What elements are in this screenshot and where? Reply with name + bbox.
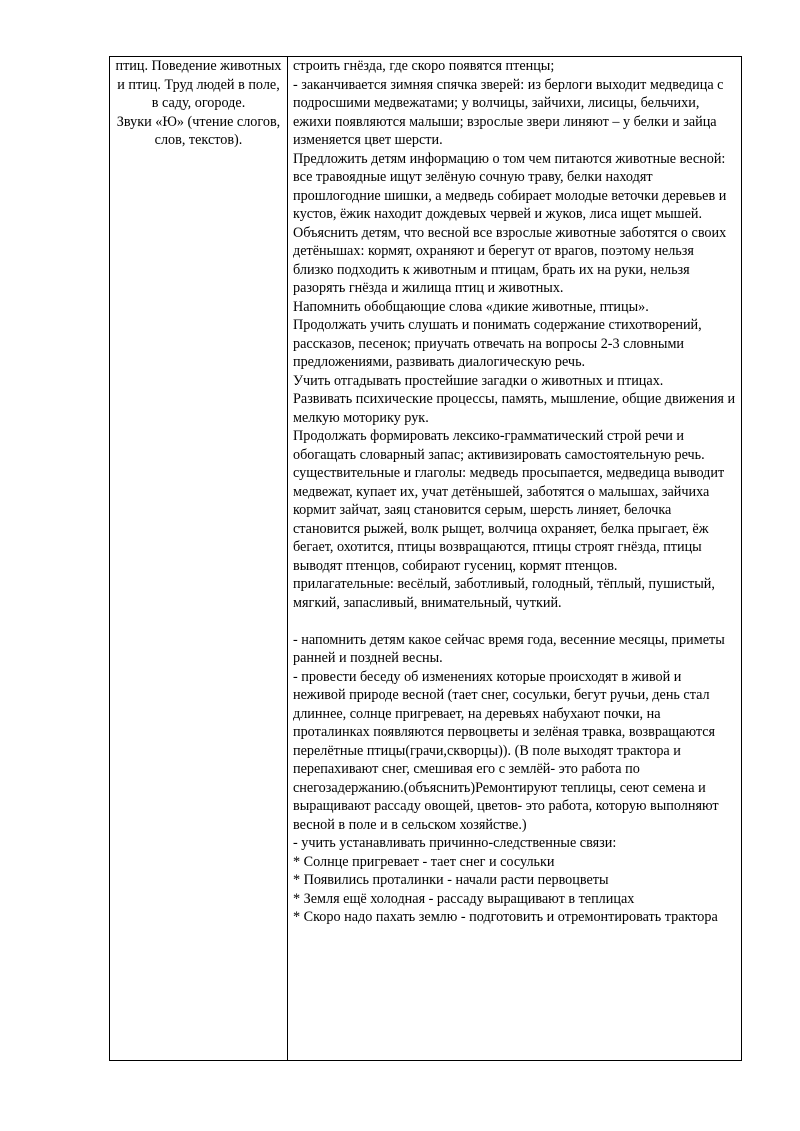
content-paragraph: * Солнце пригревает - тает снег и сосульки	[293, 853, 555, 870]
content-paragraph: - провести беседу об изменениях которые происходят в живой и неживой природе весной (тает снег, сосульки, бегут ручьи, день стал длиннее, солнце пригревает, на деревьях набухают почки, на проталинках появляются первоцветы и зелёная травка, возвращаются перелётные птицы(грачи,скворцы)). (В поле выходят трактора и перепахивают снег, смешивая его с землёй- это работа по снегозадержанию.(объяснить)Ремонтируют теплицы, сеют семена и выращивают рассаду овощей, цветов- это работа, которую выполняют весной в поле и в сельском хозяйстве.)	[293, 668, 719, 833]
topic-column	[110, 57, 288, 1060]
content-paragraph: Объяснить детям, что весной все взрослые животные заботятся о своих детёнышах: кормят, охраняют и берегут от врагов, поэтому нельзя близко подходить к животным и птицам, брать их на руки, нельзя разорять гнёзда и жилища птиц и животных.	[293, 224, 727, 296]
content-paragraph: - учить устанавливать причинно-следственные связи:	[293, 835, 617, 851]
sound-topic-text: Звуки «Ю» (чтение слогов, слов, текстов).	[116, 113, 281, 148]
content-paragraph: - заканчивается зимняя спячка зверей: из берлоги выходит медведица с подросшими медвежатами; у волчицы, зайчихи, лисицы, бельчихи, ежихи появляются малыши; взрослые звери линяют – у белки и зайца изменяется цвет шерсти.	[293, 76, 724, 148]
content-paragraph: Напомнить обобщающие слова «дикие животные, птицы».	[293, 298, 649, 315]
content-paragraph: * Скоро надо пахать землю - подготовить и отремонтировать трактора	[293, 909, 718, 925]
content-paragraph: - напомнить детям какое сейчас время года, весенние месяцы, приметы ранней и поздней весны.	[293, 631, 725, 666]
content-paragraph: Развивать психические процессы, память, мышление, общие движения и мелкую моторику рук.	[293, 391, 736, 426]
lesson-plan-table	[109, 56, 742, 1061]
paragraph-gap	[293, 612, 737, 631]
content-paragraph: Предложить детям информацию о том чем питаются животные весной: все травоядные ищут зелёную сочную траву, белки находят прошлогодние шишки, а медведь собирает молодые веточки деревьев и кустов, ёжик находит дождевых червей и жуков, лиса ищет мышей.	[293, 150, 727, 222]
content-paragraph: Продолжать формировать лексико-грамматический строй речи и обогащать словарный запас; активизировать самостоятельную речь.	[293, 428, 705, 463]
content-paragraph: * Появились проталинки - начали расти первоцветы	[293, 872, 609, 888]
content-paragraph: существительные и глаголы: медведь просыпается, медведица выводит медвежат, купает их, учат детёнышей, заботятся о малышах, зайчиха кормит зайчат, заяц становится серым, шерсть линяет, белочка становится рыжей, волк рыщет, волчица охраняет, белка прыгает, ёж бегает, охотится, птицы возвращаются, птицы строят гнёзда, птицы выводят птенцов, собирают гусениц, кормят птенцов.	[293, 465, 725, 574]
content-paragraph: строить гнёзда, где скоро появятся птенцы;	[293, 58, 555, 74]
content-paragraph: прилагательные: весёлый, заботливый, голодный, тёплый, пушистый, мягкий, запасливый, внимательный, чуткий.	[293, 576, 715, 611]
content-paragraph: Продолжать учить слушать и понимать содержание стихотворений, рассказов, песенок; приучать отвечать на вопросы 2-3 словными предложениями, развивать диалогическую речь.	[293, 317, 702, 370]
content-column	[288, 57, 741, 1060]
content-paragraph: * Земля ещё холодная - рассаду выращивают в теплицах	[293, 890, 635, 907]
topic-text: птиц. Поведение животных и птиц. Труд людей в поле, в саду, огороде.	[115, 58, 282, 111]
content-paragraph: Учить отгадывать простейшие загадки о животных и птицах.	[293, 372, 664, 389]
